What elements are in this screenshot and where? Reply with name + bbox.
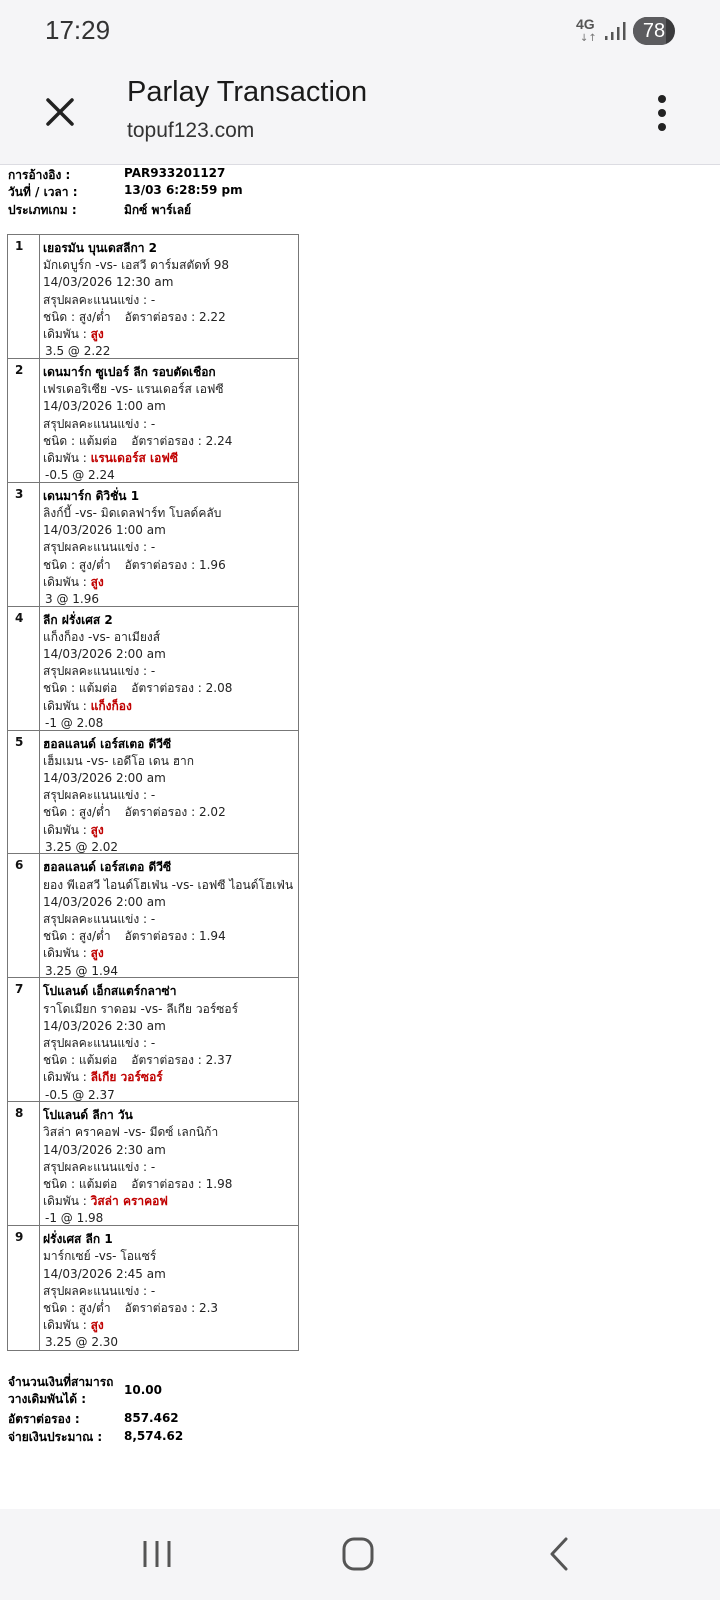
bet-league: เดนมาร์ก ซูเปอร์ ลีก รอบตัดเชือก: [43, 364, 216, 379]
bet-type-odds: [43, 433, 298, 450]
score-summary-value: -: [150, 1283, 156, 1298]
bet-pick-value: สูง: [90, 822, 104, 837]
bet-line: 3.25 @ 2.30: [45, 1335, 119, 1350]
bet-away-team: มีดซ์ เลกนิก้า: [149, 1125, 219, 1140]
bet-pick-value: แก็งก็อง: [90, 698, 132, 713]
datetime-value: 13/03 6:28:59 pm: [124, 183, 243, 197]
bet-details: [43, 1107, 298, 1227]
bet-away-team: ลีเกีย วอร์ซอร์: [166, 1001, 239, 1016]
bet-details: [43, 240, 298, 360]
page-url: topuf123.com: [127, 119, 255, 142]
bet-pick: [43, 450, 298, 467]
more-vert-icon[interactable]: [646, 90, 676, 136]
reference-value: PAR933201127: [124, 166, 226, 180]
bet-type-value: แต้มต่อ: [78, 1053, 118, 1068]
bet-row: [8, 731, 298, 855]
bet-away-team: เอสวี ดาร์มสตัดท์ 98: [121, 258, 230, 273]
bet-away-team: เอดีโอ เดน ฮาก: [112, 753, 195, 768]
bet-odds-label: อัตราต่อรอง :: [124, 805, 196, 820]
bet-odds-label: อัตราต่อรอง :: [124, 309, 196, 324]
bet-type-odds: [43, 309, 298, 326]
bet-vs: -vs-: [171, 877, 194, 892]
bet-score-summary: [43, 416, 298, 433]
bet-odds-value: 2.08: [205, 681, 233, 696]
stake-value: 10.00: [124, 1383, 162, 1397]
bet-kickoff-time: 14/03/2026 2:30 am: [43, 1018, 166, 1033]
bet-type-odds: [43, 1176, 298, 1193]
bet-line: -1 @ 2.08: [45, 715, 104, 730]
app-bar: [0, 64, 720, 165]
bet-line: -1 @ 1.98: [45, 1211, 104, 1226]
bet-odds-label: อัตราต่อรอง :: [131, 1177, 202, 1192]
bet-type-label: ชนิด :: [43, 309, 75, 324]
bet-number: 2: [8, 359, 40, 482]
bet-details: [43, 488, 298, 608]
total-odds-label: อัตราต่อรอง :: [8, 1412, 80, 1426]
bet-number: 7: [8, 978, 40, 1101]
bet-league: เดนมาร์ก ดิวิชั่น 1: [43, 488, 140, 503]
bet-pick-label: เดิมพัน :: [43, 698, 87, 713]
bet-line: 3 @ 1.96: [45, 592, 99, 606]
score-summary-label: สรุปผลคะแนนแข่ง :: [43, 416, 148, 431]
bet-odds-value: 2.02: [198, 805, 226, 820]
bet-score-summary: [43, 539, 298, 556]
bet-match: [43, 629, 298, 646]
bet-odds-value: 2.24: [205, 433, 233, 448]
bet-vs: -vs-: [95, 258, 118, 273]
bet-type-value: สูง/ต่ำ: [78, 929, 111, 944]
bet-league: โปแลนด์ ลีกา วัน: [43, 1108, 133, 1123]
payout-label: จ่ายเงินประมาณ :: [8, 1430, 103, 1444]
bet-home-team: ราโดเมียก ราดอม: [43, 1001, 137, 1016]
bet-type-odds: [43, 928, 298, 945]
bet-home-team: วิสล่า คราคอฟ: [43, 1125, 120, 1140]
bet-line: -0.5 @ 2.24: [45, 468, 115, 483]
bet-vs: -vs-: [86, 753, 109, 768]
bet-row: [8, 359, 298, 483]
bet-type-label: ชนิด :: [43, 557, 75, 572]
bet-number: 3: [8, 483, 40, 606]
navigation-bar: [0, 1509, 720, 1600]
bet-number: 9: [8, 1226, 40, 1350]
bet-kickoff-time: 14/03/2026 2:00 am: [43, 647, 166, 662]
bet-number: 1: [8, 235, 40, 358]
bet-type-value: สูง/ต่ำ: [78, 557, 111, 572]
bet-pick-label: เดิมพัน :: [43, 574, 87, 589]
bet-type-odds: [43, 680, 298, 697]
stake-label-line-2: วางเดิมพันได้ :: [8, 1392, 87, 1406]
score-summary-label: สรุปผลคะแนนแข่ง :: [43, 292, 148, 307]
bet-type-odds: [43, 557, 298, 574]
bet-home-team: เฮ็มเมน: [43, 753, 83, 768]
back-icon[interactable]: [530, 1529, 590, 1579]
score-summary-label: สรุปผลคะแนนแข่ง :: [43, 540, 148, 555]
bet-row: [8, 854, 298, 978]
bet-line: -0.5 @ 2.37: [45, 1087, 115, 1102]
bet-number: 5: [8, 731, 40, 854]
bet-type-odds: [43, 1300, 298, 1317]
bet-score-summary: [43, 911, 298, 928]
bet-league: ลีก ฝรั่งเศส 2: [43, 612, 113, 627]
bet-kickoff-time: 14/03/2026 2:45 am: [43, 1266, 166, 1281]
bet-home-team: มาร์กเซย์: [43, 1249, 91, 1264]
bet-away-team: แรนเดอร์ส เอฟซี: [136, 382, 224, 397]
score-summary-label: สรุปผลคะแนนแข่ง :: [43, 664, 148, 679]
bet-pick-label: เดิมพัน :: [43, 327, 87, 342]
score-summary-label: สรุปผลคะแนนแข่ง :: [43, 788, 148, 803]
bet-away-team: มิดเดลฟาร์ท โบลด์คลับ: [100, 505, 222, 520]
bet-pick: [43, 945, 298, 962]
bet-pick-value: สูง: [90, 946, 104, 961]
bet-odds-value: 1.98: [205, 1177, 233, 1192]
score-summary-value: -: [150, 540, 156, 555]
bet-match: [43, 1124, 298, 1141]
bet-home-team: แก็งก็อง: [43, 629, 85, 644]
bet-line: 3.25 @ 2.02: [45, 839, 119, 854]
bet-odds-value: 2.3: [198, 1300, 219, 1315]
score-summary-value: -: [150, 788, 156, 803]
bet-kickoff-time: 14/03/2026 2:30 am: [43, 1142, 166, 1157]
bet-type-value: สูง/ต่ำ: [78, 805, 111, 820]
game-type-label: ประเภทเกม :: [8, 203, 77, 217]
bet-vs: -vs-: [94, 1249, 117, 1264]
bet-details: [43, 364, 298, 484]
bet-row: [8, 1226, 298, 1350]
bet-type-label: ชนิด :: [43, 433, 75, 448]
signal-icon: [604, 20, 626, 42]
bet-type-label: ชนิด :: [43, 929, 75, 944]
score-summary-value: -: [150, 664, 156, 679]
bet-away-team: เอฟซี ไอนด์โฮเฟ่น: [197, 877, 294, 892]
bet-odds-label: อัตราต่อรอง :: [131, 681, 202, 696]
bet-pick: [43, 1069, 298, 1086]
bet-odds-value: 2.22: [198, 309, 226, 324]
datetime-label: วันที่ / เวลา :: [8, 185, 78, 199]
network-type: 4G: [576, 16, 595, 32]
bet-pick-value: แรนเดอร์ส เอฟซี: [90, 450, 178, 465]
bet-type-value: สูง/ต่ำ: [78, 309, 111, 324]
bet-match: [43, 257, 298, 274]
score-summary-value: -: [150, 416, 156, 431]
page-title: Parlay Transaction: [127, 76, 368, 108]
bet-vs: -vs-: [110, 382, 133, 397]
battery-icon: [633, 17, 675, 45]
bet-match: [43, 877, 298, 894]
bet-number: 4: [8, 607, 40, 730]
status-bar: [0, 0, 720, 64]
bet-row: [8, 235, 298, 359]
bet-row: [8, 607, 298, 731]
bet-kickoff-time: 14/03/2026 12:30 am: [43, 275, 174, 290]
bet-pick-value: วิสล่า คราคอฟ: [90, 1194, 168, 1209]
bet-line: 3.5 @ 2.22: [45, 344, 111, 359]
bet-kickoff-time: 14/03/2026 2:00 am: [43, 770, 166, 785]
bet-type-value: สูง/ต่ำ: [78, 1300, 111, 1315]
bet-score-summary: [43, 1283, 298, 1300]
bet-pick-value: สูง: [90, 574, 104, 589]
close-icon[interactable]: [36, 88, 84, 136]
bet-score-summary: [43, 1035, 298, 1052]
bet-match: [43, 505, 298, 522]
bet-row: [8, 978, 298, 1102]
network-activity-icon: ↓↑: [580, 33, 597, 44]
bet-pick-value: ลีเกีย วอร์ซอร์: [90, 1070, 163, 1085]
bet-type-label: ชนิด :: [43, 1300, 75, 1315]
bet-home-team: ยอง พีเอสวี ไอนด์โฮเฟ่น: [43, 877, 168, 892]
bet-pick-label: เดิมพัน :: [43, 822, 87, 837]
bet-row: [8, 483, 298, 607]
stake-label-line-1: จำนวนเงินที่สามารถ: [8, 1375, 114, 1389]
bets-table: [7, 234, 299, 1351]
recent-apps-icon[interactable]: [127, 1529, 187, 1579]
bet-type-label: ชนิด :: [43, 805, 75, 820]
bet-home-team: เฟรเดอริเซีย: [43, 382, 107, 397]
bet-details: [43, 983, 298, 1103]
game-type-value: มิกซ์ พาร์เลย์: [124, 203, 192, 217]
bet-pick-label: เดิมพัน :: [43, 946, 87, 961]
bet-away-team: โอแซร์: [120, 1249, 157, 1264]
bet-vs: -vs-: [140, 1001, 163, 1016]
payout-value: 8,574.62: [124, 1429, 184, 1443]
bet-kickoff-time: 14/03/2026 1:00 am: [43, 399, 166, 414]
bet-pick-label: เดิมพัน :: [43, 1070, 87, 1085]
bet-league: ฝรั่งเศส ลีก 1: [43, 1232, 113, 1247]
bet-league: เยอรมัน บุนเดสลีกา 2: [43, 241, 157, 255]
bet-away-team: อาเมียงส์: [113, 629, 161, 644]
home-icon[interactable]: [328, 1529, 388, 1579]
bet-kickoff-time: 14/03/2026 2:00 am: [43, 894, 166, 909]
bet-type-label: ชนิด :: [43, 1177, 75, 1192]
bet-details: [43, 859, 298, 979]
score-summary-value: -: [150, 1035, 156, 1050]
bet-pick-label: เดิมพัน :: [43, 450, 87, 465]
bet-odds-label: อัตราต่อรอง :: [124, 557, 196, 572]
total-odds-value: 857.462: [124, 1411, 179, 1425]
bet-pick: [43, 1193, 298, 1210]
bet-row: [8, 1102, 298, 1226]
bet-number: 6: [8, 854, 40, 977]
bet-details: [43, 736, 298, 856]
bet-pick-value: สูง: [90, 327, 104, 342]
bet-home-team: มักเดบูร์ก: [43, 258, 92, 273]
bet-details: [43, 1231, 298, 1351]
bet-league: ฮอลแลนด์ เอร์สเตอ ดีวีซี: [43, 736, 172, 751]
bet-match: [43, 1001, 298, 1018]
bet-type-value: แต้มต่อ: [78, 1177, 118, 1192]
bet-match: [43, 381, 298, 398]
bet-score-summary: [43, 1159, 298, 1176]
bet-pick-label: เดิมพัน :: [43, 1194, 87, 1209]
bet-odds-value: 1.96: [198, 557, 226, 572]
bet-pick: [43, 326, 298, 343]
bet-vs: -vs-: [123, 1125, 146, 1140]
bet-type-value: แต้มต่อ: [78, 681, 118, 696]
score-summary-label: สรุปผลคะแนนแข่ง :: [43, 1159, 148, 1174]
bet-odds-value: 2.37: [205, 1053, 233, 1068]
bet-type-label: ชนิด :: [43, 681, 75, 696]
bet-type-label: ชนิด :: [43, 1053, 75, 1068]
bet-home-team: ลิงก์บี้: [43, 505, 72, 520]
bet-vs: -vs-: [88, 629, 111, 644]
bet-type-value: แต้มต่อ: [78, 433, 118, 448]
score-summary-label: สรุปผลคะแนนแข่ง :: [43, 1283, 148, 1298]
bet-score-summary: [43, 292, 298, 309]
status-time: 17:29: [45, 15, 111, 45]
bet-match: [43, 753, 298, 770]
bet-odds-label: อัตราต่อรอง :: [124, 929, 196, 944]
battery-level: 78: [642, 20, 666, 42]
score-summary-value: -: [150, 1159, 156, 1174]
bet-vs: -vs-: [74, 505, 97, 520]
bet-league: โปแลนด์ เอ็กสแตร์กลาซ่า: [43, 984, 177, 999]
bet-pick: [43, 822, 298, 839]
bet-league: ฮอลแลนด์ เอร์สเตอ ดีวีซี: [43, 860, 172, 875]
bet-odds-label: อัตราต่อรอง :: [131, 1053, 202, 1068]
score-summary-label: สรุปผลคะแนนแข่ง :: [43, 912, 148, 927]
reference-label: การอ้างอิง :: [8, 168, 71, 182]
bet-details: [43, 612, 298, 732]
bet-kickoff-time: 14/03/2026 1:00 am: [43, 523, 166, 538]
score-summary-value: -: [150, 912, 156, 927]
score-summary-label: สรุปผลคะแนนแข่ง :: [43, 1035, 148, 1050]
bet-odds-label: อัตราต่อรอง :: [131, 433, 202, 448]
bet-score-summary: [43, 663, 298, 680]
bet-line: 3.25 @ 1.94: [45, 963, 119, 978]
bet-number: 8: [8, 1102, 40, 1225]
stake-label: [8, 1374, 123, 1408]
bet-type-odds: [43, 804, 298, 821]
bet-odds-value: 1.94: [198, 929, 226, 944]
bet-type-odds: [43, 1052, 298, 1069]
bet-pick: [43, 698, 298, 715]
bet-pick: [43, 574, 298, 591]
bet-score-summary: [43, 787, 298, 804]
bet-match: [43, 1248, 298, 1265]
bet-odds-label: อัตราต่อรอง :: [124, 1300, 196, 1315]
bet-pick-label: เดิมพัน :: [43, 1318, 87, 1333]
bet-pick-value: สูง: [90, 1318, 104, 1333]
score-summary-value: -: [150, 292, 156, 307]
bet-pick: [43, 1317, 298, 1334]
